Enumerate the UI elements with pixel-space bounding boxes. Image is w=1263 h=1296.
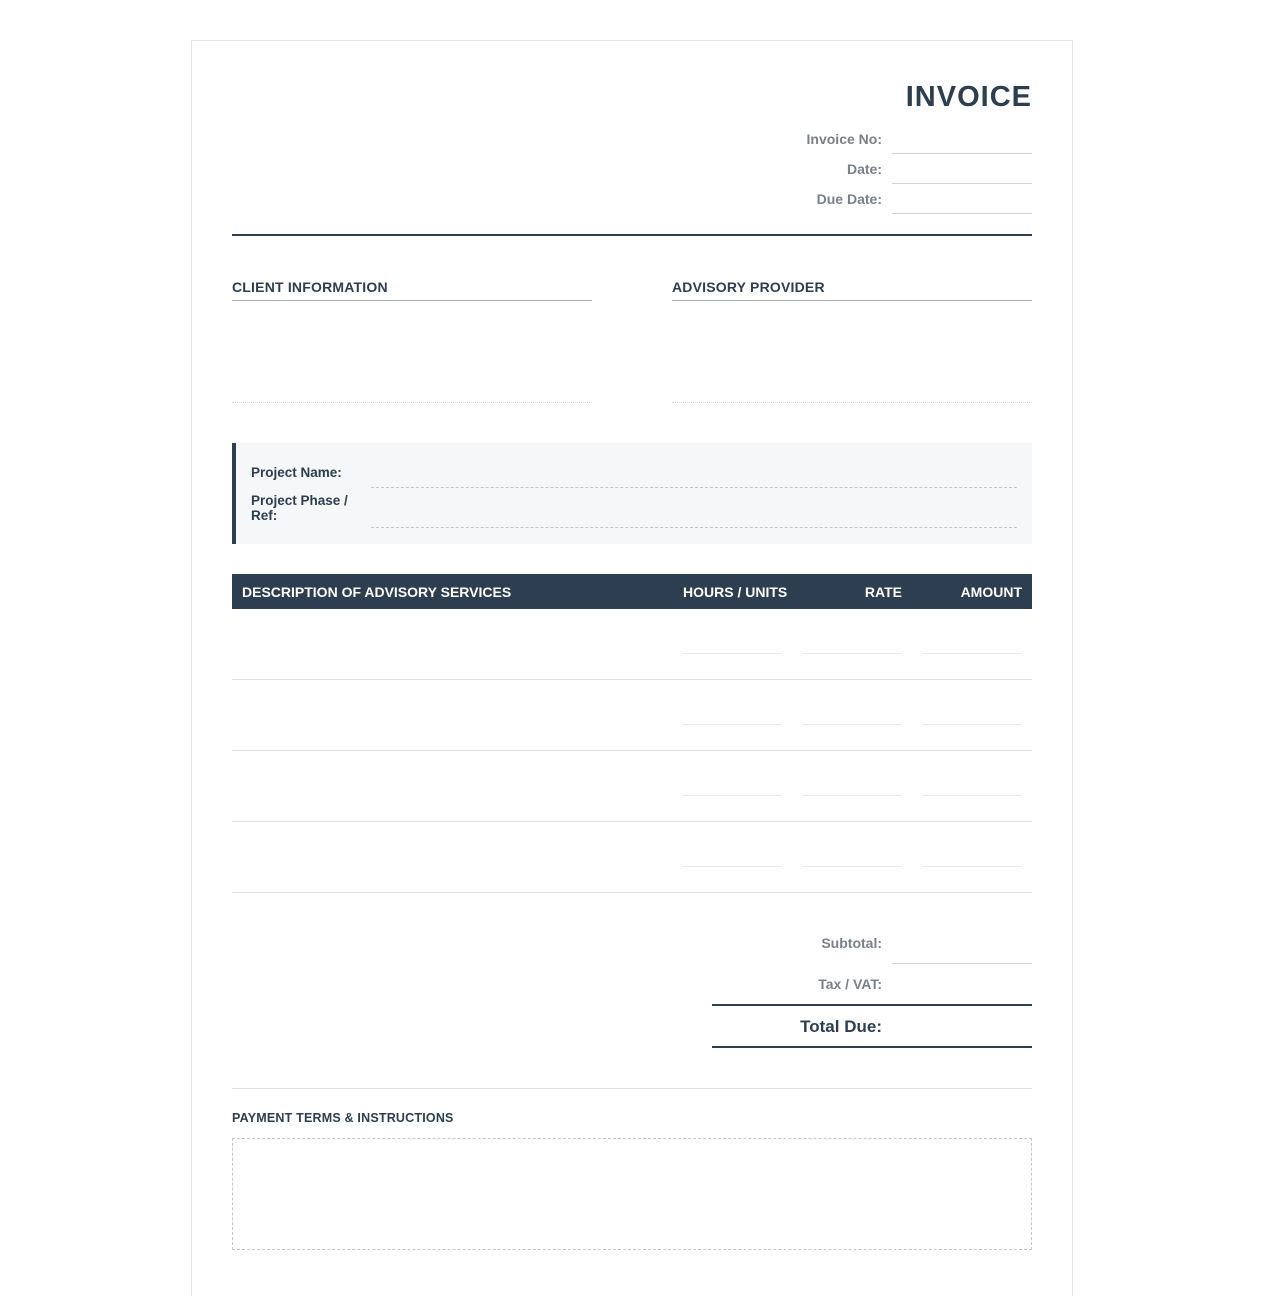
invoice-number-row [632, 123, 1032, 153]
project-panel [232, 443, 1032, 544]
hours-field[interactable] [682, 724, 782, 725]
amount-field[interactable] [922, 866, 1022, 867]
due-date-row [632, 183, 1032, 213]
header-divider [232, 234, 1032, 236]
table-row[interactable] [232, 609, 1032, 680]
column-header-description: DESCRIPTION OF ADVISORY SERVICES [242, 584, 512, 600]
hours-field[interactable] [682, 866, 782, 867]
advisory-provider-block [672, 279, 1032, 404]
column-header-hours: HOURS / UNITS [683, 584, 788, 600]
table-row[interactable] [232, 751, 1032, 822]
due-date-field[interactable] [892, 213, 1032, 214]
column-header-rate: RATE [864, 584, 902, 600]
project-name-field[interactable] [371, 487, 1017, 488]
terms-divider [232, 1088, 1032, 1089]
advisory-provider-heading: ADVISORY PROVIDER [672, 279, 1032, 301]
subtotal-field[interactable] [892, 963, 1032, 964]
hours-field[interactable] [682, 795, 782, 796]
table-row[interactable] [232, 822, 1032, 893]
amount-field[interactable] [922, 795, 1022, 796]
project-phase-field[interactable] [371, 527, 1017, 528]
rate-field[interactable] [802, 866, 902, 867]
project-name-label: Project Name: [251, 465, 342, 480]
services-table-header [232, 574, 1032, 609]
payment-terms-field[interactable] [232, 1138, 1032, 1250]
client-information-field[interactable] [232, 303, 592, 403]
rate-field[interactable] [802, 795, 902, 796]
tax-label: Tax / VAT: [818, 976, 882, 992]
total-due-label: Total Due: [800, 1017, 882, 1036]
total-due-box [712, 1004, 1032, 1048]
rate-field[interactable] [802, 724, 902, 725]
payment-terms-heading: PAYMENT TERMS & INSTRUCTIONS [232, 1111, 454, 1125]
subtotal-label: Subtotal: [821, 935, 882, 951]
due-date-label: Due Date: [816, 191, 882, 207]
amount-field[interactable] [922, 653, 1022, 654]
column-header-amount: AMOUNT [960, 584, 1022, 600]
invoice-date-row [632, 153, 1032, 183]
invoice-page [191, 40, 1073, 1296]
invoice-title: INVOICE [905, 81, 1032, 113]
amount-field[interactable] [922, 724, 1022, 725]
hours-field[interactable] [682, 653, 782, 654]
rate-field[interactable] [802, 653, 902, 654]
project-phase-label: Project Phase / Ref: [251, 493, 348, 523]
advisory-provider-field[interactable] [672, 303, 1032, 403]
client-information-heading: CLIENT INFORMATION [232, 279, 592, 301]
invoice-number-label: Invoice No: [806, 131, 882, 147]
table-row[interactable] [232, 680, 1032, 751]
client-information-block [232, 279, 592, 404]
invoice-date-label: Date: [846, 161, 882, 177]
